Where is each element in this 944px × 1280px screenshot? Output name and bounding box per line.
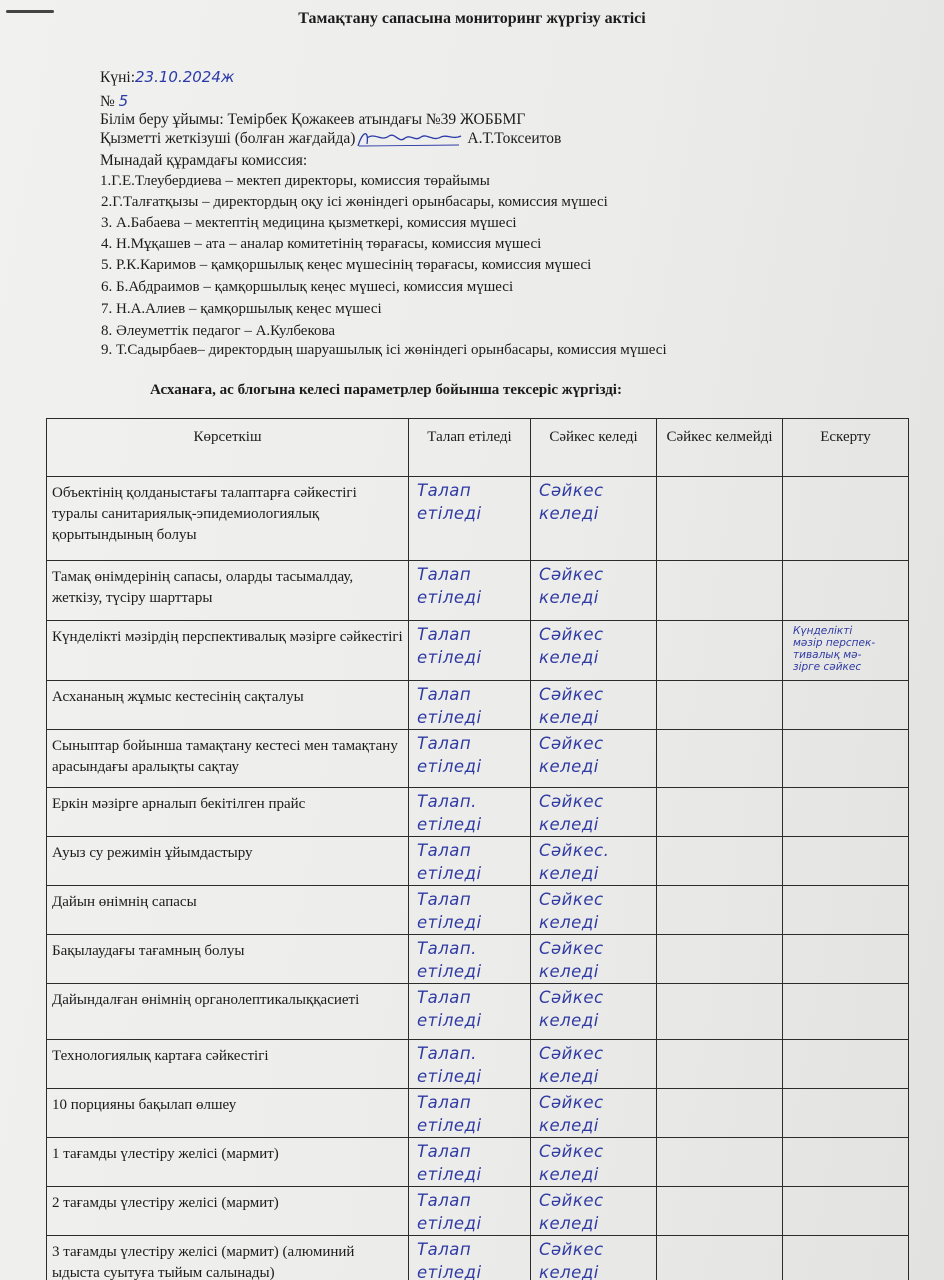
not-matches-cell: [657, 621, 783, 681]
indicator-cell: Сыныптар бойынша тамақтану кестесі мен тамақтану арасындағы аралықты сақтау: [47, 730, 409, 788]
required-text: Талап етіледі: [417, 734, 482, 776]
matches-cell: [531, 621, 657, 681]
note-text: [791, 790, 908, 792]
note-cell: [783, 837, 909, 886]
table-row: [47, 886, 909, 935]
note-cell: [783, 681, 909, 730]
note-text: [791, 937, 908, 939]
matches-cell: [531, 1089, 657, 1138]
table-row: [47, 935, 909, 984]
required-cell: [409, 788, 531, 837]
note-text: Күнделікті мәзір перспек- тивалық мә- зірге сәйкес: [793, 625, 876, 673]
supplier-label: Қызметті жеткізуші (болған жағдайда): [100, 130, 356, 147]
number-label: №: [100, 93, 115, 110]
required-text: Талап етіледі: [417, 481, 482, 523]
indicator-cell: Асхананың жұмыс кестесінің сақталуы: [47, 681, 409, 730]
table-row: [47, 1187, 909, 1236]
table-row: [47, 561, 909, 621]
not-matches-cell: [657, 561, 783, 621]
not-matches-cell: [657, 681, 783, 730]
note-text: [791, 732, 908, 734]
note-cell: [783, 935, 909, 984]
matches-text: Сәйкес келеді: [539, 685, 604, 727]
matches-cell: [531, 984, 657, 1040]
matches-text: Сәйкес келеді: [539, 1240, 604, 1280]
inspection-table: [46, 418, 909, 1280]
required-cell: [409, 1089, 531, 1138]
indicator-cell: Ауыз су режимін ұйымдастыру: [47, 837, 409, 886]
required-cell: [409, 477, 531, 561]
matches-cell: [531, 681, 657, 730]
header-matches: Сәйкес келеді: [531, 419, 657, 477]
header-indicator: Көрсеткіш: [47, 419, 409, 477]
required-text: Талап етіледі: [417, 841, 482, 883]
note-text: [791, 683, 908, 685]
required-text: Талап етіледі: [417, 1191, 482, 1233]
supplier-name: А.Т.Токсеитов: [467, 130, 562, 147]
commission-member-4: 4. Н.Мұқашев – ата – аналар комитетінің төрағасы, комиссия мүшесі: [101, 236, 542, 252]
required-text: Талап етіледі: [417, 1093, 482, 1135]
required-cell: [409, 1187, 531, 1236]
commission-member-6: 6. Б.Абдраимов – қамқоршылық кеңес мүшесі, комиссия мүшесі: [101, 279, 514, 295]
commission-member-7: 7. Н.А.Алиев – қамқоршылық кеңес мүшесі: [101, 301, 382, 317]
required-cell: [409, 886, 531, 935]
required-text: Талап етіледі: [417, 565, 482, 607]
note-cell: [783, 730, 909, 788]
required-text: Талап етіледі: [417, 1240, 482, 1280]
table-row: [47, 837, 909, 886]
not-matches-cell: [657, 935, 783, 984]
matches-cell: [531, 1187, 657, 1236]
matches-text: Сәйкес келеді: [539, 890, 604, 932]
indicator-cell: Объектінің қолданыстағы талаптарға сәйкестігі туралы санитариялық-эпидемиологиялық қорытындының болуы: [47, 477, 409, 561]
indicator-cell: Дайын өнімнің сапасы: [47, 886, 409, 935]
header-note: Ескерту: [783, 419, 909, 477]
matches-cell: [531, 1236, 657, 1280]
matches-cell: [531, 935, 657, 984]
header-required: Талап етіледі: [409, 419, 531, 477]
matches-text: Сәйкес келеді: [539, 734, 604, 776]
table-row: [47, 621, 909, 681]
note-text: [791, 479, 908, 481]
required-cell: [409, 1138, 531, 1187]
note-cell: [783, 621, 909, 681]
date-label: Күні:: [100, 69, 135, 86]
matches-text: Сәйкес келеді: [539, 625, 604, 667]
matches-cell: [531, 886, 657, 935]
required-cell: [409, 837, 531, 886]
note-cell: [783, 477, 909, 561]
note-cell: [783, 1187, 909, 1236]
note-cell: [783, 886, 909, 935]
matches-cell: [531, 730, 657, 788]
indicator-cell: 2 тағамды үлестіру желісі (мармит): [47, 1187, 409, 1236]
date-value: 23.10.2024ж: [135, 68, 235, 86]
matches-text: Сәйкес. келеді: [539, 841, 610, 883]
not-matches-cell: [657, 1040, 783, 1089]
table-header-row: [47, 419, 909, 477]
note-text: [791, 986, 908, 988]
table-row: [47, 730, 909, 788]
note-cell: [783, 788, 909, 837]
matches-text: Сәйкес келеді: [539, 1142, 604, 1184]
table-row: [47, 984, 909, 1040]
matches-text: Сәйкес келеді: [539, 792, 604, 834]
not-matches-cell: [657, 984, 783, 1040]
matches-cell: [531, 561, 657, 621]
note-text: [791, 1140, 908, 1142]
table-row: [47, 1236, 909, 1280]
supplier-signature: [355, 132, 467, 148]
table-row: [47, 1138, 909, 1187]
indicator-cell: 1 тағамды үлестіру желісі (мармит): [47, 1138, 409, 1187]
matches-text: Сәйкес келеді: [539, 1191, 604, 1233]
indicator-cell: Бақылаудағы тағамның болуы: [47, 935, 409, 984]
note-text: [791, 1042, 908, 1044]
required-cell: [409, 984, 531, 1040]
required-text: Талап. етіледі: [417, 939, 482, 981]
matches-cell: [531, 1138, 657, 1187]
note-text: [791, 839, 908, 841]
required-cell: [409, 730, 531, 788]
table-row: [47, 477, 909, 561]
matches-text: Сәйкес келеді: [539, 565, 604, 607]
indicator-cell: 10 порцияны бақылап өлшеу: [47, 1089, 409, 1138]
indicator-cell: Технологиялық картаға сәйкестігі: [47, 1040, 409, 1089]
table-row: [47, 1040, 909, 1089]
required-cell: [409, 561, 531, 621]
matches-cell: [531, 788, 657, 837]
table-row: [47, 788, 909, 837]
required-text: Талап етіледі: [417, 1142, 482, 1184]
indicator-cell: Еркін мәзірге арналып бекітілген прайс: [47, 788, 409, 837]
required-cell: [409, 1236, 531, 1280]
commission-member-3: 3. А.Бабаева – мектептің медицина қызметкері, комиссия мүшесі: [101, 215, 517, 231]
matches-text: Сәйкес келеді: [539, 1044, 604, 1086]
note-cell: [783, 984, 909, 1040]
matches-text: Сәйкес келеді: [539, 1093, 604, 1135]
required-text: Талап етіледі: [417, 890, 482, 932]
not-matches-cell: [657, 788, 783, 837]
not-matches-cell: [657, 1187, 783, 1236]
document-title: Тамақтану сапасына мониторинг жүргізу актісі: [298, 10, 646, 27]
matches-cell: [531, 1040, 657, 1089]
school-line: Білім беру ұйымы: Темірбек Қожакеев атындағы №39 ЖОББМГ: [100, 111, 526, 128]
not-matches-cell: [657, 730, 783, 788]
not-matches-cell: [657, 837, 783, 886]
note-text: [791, 888, 908, 890]
note-cell: [783, 1089, 909, 1138]
indicator-cell: Дайындалған өнімнің органолептикалыққасиеті: [47, 984, 409, 1040]
matches-text: Сәйкес келеді: [539, 939, 604, 981]
indicator-cell: 3 тағамды үлестіру желісі (мармит) (алюминий ыдыста суытуға тыйым салынады): [47, 1236, 409, 1280]
table-intro: Асханаға, ас блогына келесі параметрлер бойынша тексеріс жүргізді:: [150, 382, 622, 398]
table-row: [47, 681, 909, 730]
commission-member-2: 2.Г.Талғатқызы – директордың оқу ісі жөніндегі орынбасары, комиссия мүшесі: [101, 194, 608, 210]
required-cell: [409, 681, 531, 730]
required-text: Талап. етіледі: [417, 792, 482, 834]
required-cell: [409, 1040, 531, 1089]
note-cell: [783, 1040, 909, 1089]
not-matches-cell: [657, 1138, 783, 1187]
matches-text: Сәйкес келеді: [539, 481, 604, 523]
matches-cell: [531, 477, 657, 561]
header-not-matches: Сәйкес келмейді: [657, 419, 783, 477]
note-cell: [783, 1236, 909, 1280]
not-matches-cell: [657, 1236, 783, 1280]
required-cell: [409, 935, 531, 984]
not-matches-cell: [657, 886, 783, 935]
number-value: 5: [118, 92, 129, 110]
not-matches-cell: [657, 1089, 783, 1138]
supplier-line: [100, 130, 561, 148]
table-body: [47, 477, 909, 1280]
matches-text: Сәйкес келеді: [539, 988, 604, 1030]
table-row: [47, 1089, 909, 1138]
indicator-cell: Тамақ өнімдерінің сапасы, оларды тасымалдау, жеткізу, түсіру шарттары: [47, 561, 409, 621]
required-text: Талап етіледі: [417, 988, 482, 1030]
not-matches-cell: [657, 477, 783, 561]
note-cell: [783, 1138, 909, 1187]
commission-member-1: 1.Г.Е.Тлеубердиева – мектеп директоры, комиссия төрайымы: [100, 173, 490, 189]
note-cell: [783, 561, 909, 621]
indicator-cell: Күнделікті мәзірдің перспективалық мәзірге сәйкестігі: [47, 621, 409, 681]
number-line: [100, 92, 128, 111]
note-text: [791, 1189, 908, 1191]
note-text: [791, 563, 908, 565]
required-text: Талап етіледі: [417, 625, 482, 667]
required-cell: [409, 621, 531, 681]
date-line: [100, 68, 234, 87]
matches-cell: [531, 837, 657, 886]
note-text: [791, 1091, 908, 1093]
commission-intro: Мынадай құрамдағы комиссия:: [100, 152, 308, 169]
commission-member-9: 9. Т.Садырбаев– директордың шаруашылық ісі жөніндегі орынбасары, комиссия мүшесі: [101, 342, 667, 358]
required-text: Талап. етіледі: [417, 1044, 482, 1086]
commission-member-5: 5. Р.К.Каримов – қамқоршылық кеңес мүшесінің төрағасы, комиссия мүшесі: [101, 257, 592, 273]
note-text: [791, 1238, 908, 1240]
commission-member-8: 8. Әлеуметтік педагог – А.Кулбекова: [101, 323, 336, 339]
required-text: Талап етіледі: [417, 685, 482, 727]
